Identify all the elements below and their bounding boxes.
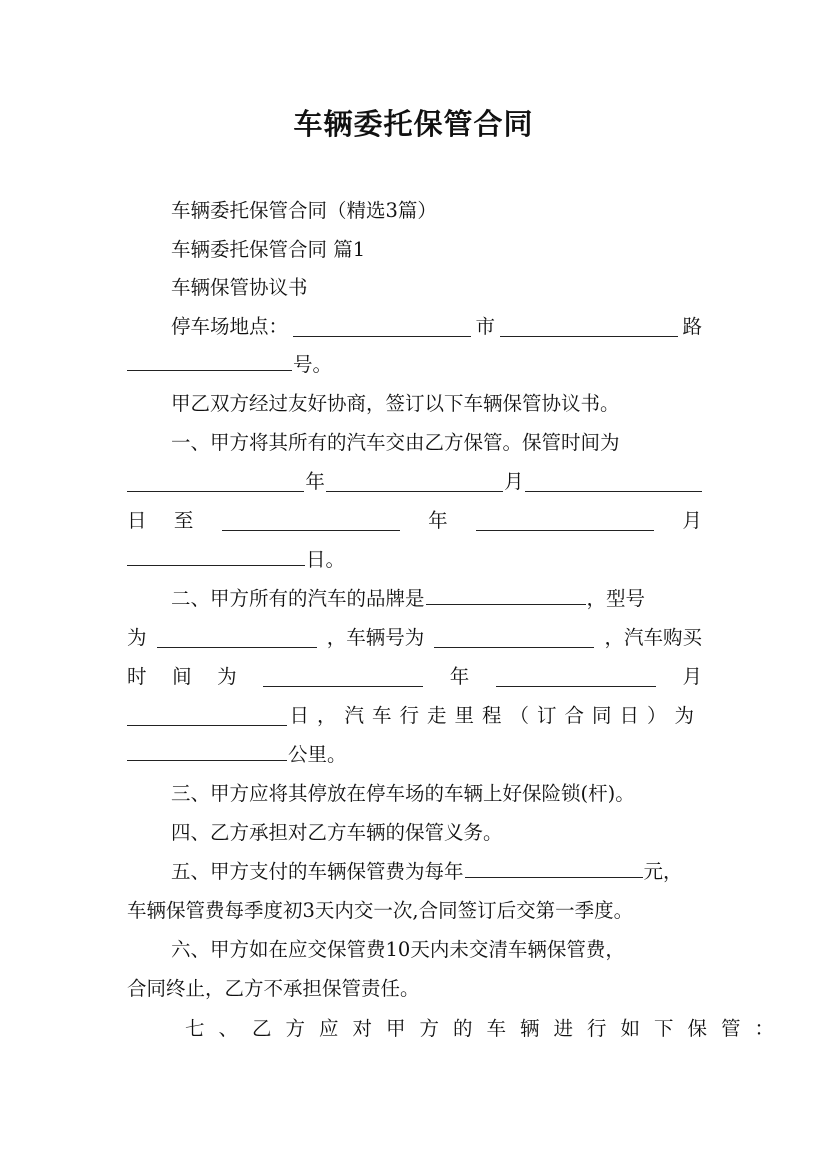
label-number: 号。 <box>293 353 333 376</box>
clause-6-line: 六、甲方如在应交保管费10天内未交清车辆保管费， <box>171 938 625 961</box>
clause-2-line <box>127 584 702 614</box>
storage-period-end-day-line <box>127 545 702 575</box>
label-brand: 二、甲方所有的汽车的品牌是 <box>171 587 425 610</box>
label-month: 月 <box>682 665 702 688</box>
clause-1-line: 一、甲方将其所有的汽车交由乙方保管。保管时间为 <box>171 431 620 454</box>
parking-location-line <box>127 312 702 342</box>
mileage-line <box>127 701 702 731</box>
blank-start-month <box>326 472 503 492</box>
label-day: 日 <box>127 509 147 532</box>
blank-road <box>500 317 678 337</box>
document-title: 车辆委托保管合同 <box>293 107 534 141</box>
heading-agreement: 车辆保管协议书 <box>171 276 308 299</box>
label-km: 公里。 <box>288 743 347 766</box>
label-day-end: 日。 <box>306 548 346 571</box>
label-is: 为 <box>127 626 147 649</box>
number-line <box>127 350 702 380</box>
label-jian: 间 <box>172 665 192 688</box>
label-to: 至 <box>173 509 194 532</box>
clause-5-continued: 车辆保管费每季度初3天内交一次,合同签订后交第一季度。 <box>127 899 634 922</box>
heading-collection: 车辆委托保管合同（精选3篇） <box>171 199 437 222</box>
label-city: 市 <box>475 315 495 338</box>
label-year: 年 <box>305 470 325 493</box>
label-fee: 五、甲方支付的车辆保管费为每年 <box>171 860 464 883</box>
label-plate: ，车辆号为 <box>326 626 425 649</box>
mileage-km-line <box>127 740 702 770</box>
blank-purchase-month <box>496 667 656 687</box>
label-shi: 时 <box>127 665 147 688</box>
model-plate-line <box>127 623 702 653</box>
label-year: 年 <box>428 509 448 532</box>
blank-start-day <box>525 472 702 492</box>
blank-city <box>293 317 471 337</box>
blank-start-year <box>127 472 304 492</box>
label-mileage: 日，汽车行走里程（订合同日）为 <box>289 704 702 727</box>
blank-plate <box>434 628 594 648</box>
blank-purchase-year <box>263 667 423 687</box>
clause-4-line: 四、乙方承担对乙方车辆的保管义务。 <box>171 821 503 844</box>
storage-period-end-line <box>127 506 702 536</box>
storage-period-start-line <box>127 467 702 497</box>
label-parking-location: 停车场地点： <box>171 315 289 338</box>
heading-article-1: 车辆委托保管合同 篇1 <box>171 238 366 261</box>
label-month: 月 <box>504 470 524 493</box>
blank-model <box>157 628 317 648</box>
blank-end-year <box>222 511 400 531</box>
clause-3-line: 三、甲方应将其停放在停车场的车辆上好保险锁(杆)。 <box>171 782 635 805</box>
purchase-date-line <box>127 662 702 692</box>
label-purchase: ，汽车购买 <box>604 626 702 649</box>
blank-end-month <box>476 511 654 531</box>
blank-fee <box>465 858 643 878</box>
label-yuan: 元， <box>643 860 683 883</box>
blank-end-day <box>127 546 305 566</box>
clause-6-continued: 合同终止，乙方不承担保管责任。 <box>127 977 420 1000</box>
label-road: 路 <box>682 315 702 338</box>
clause-5-line <box>127 857 702 887</box>
preamble-line: 甲乙双方经过友好协商，签订以下车辆保管协议书。 <box>171 392 620 415</box>
label-wei: 为 <box>217 665 237 688</box>
blank-purchase-day <box>127 706 287 726</box>
label-year: 年 <box>449 665 470 688</box>
clause-7-line: 七、乙方应对甲方的车辆进行如下保管： <box>185 1017 789 1040</box>
blank-mileage <box>127 741 287 761</box>
label-month: 月 <box>682 509 702 532</box>
blank-number <box>127 351 292 371</box>
label-model: ，型号 <box>586 587 646 610</box>
blank-brand <box>426 585 586 605</box>
